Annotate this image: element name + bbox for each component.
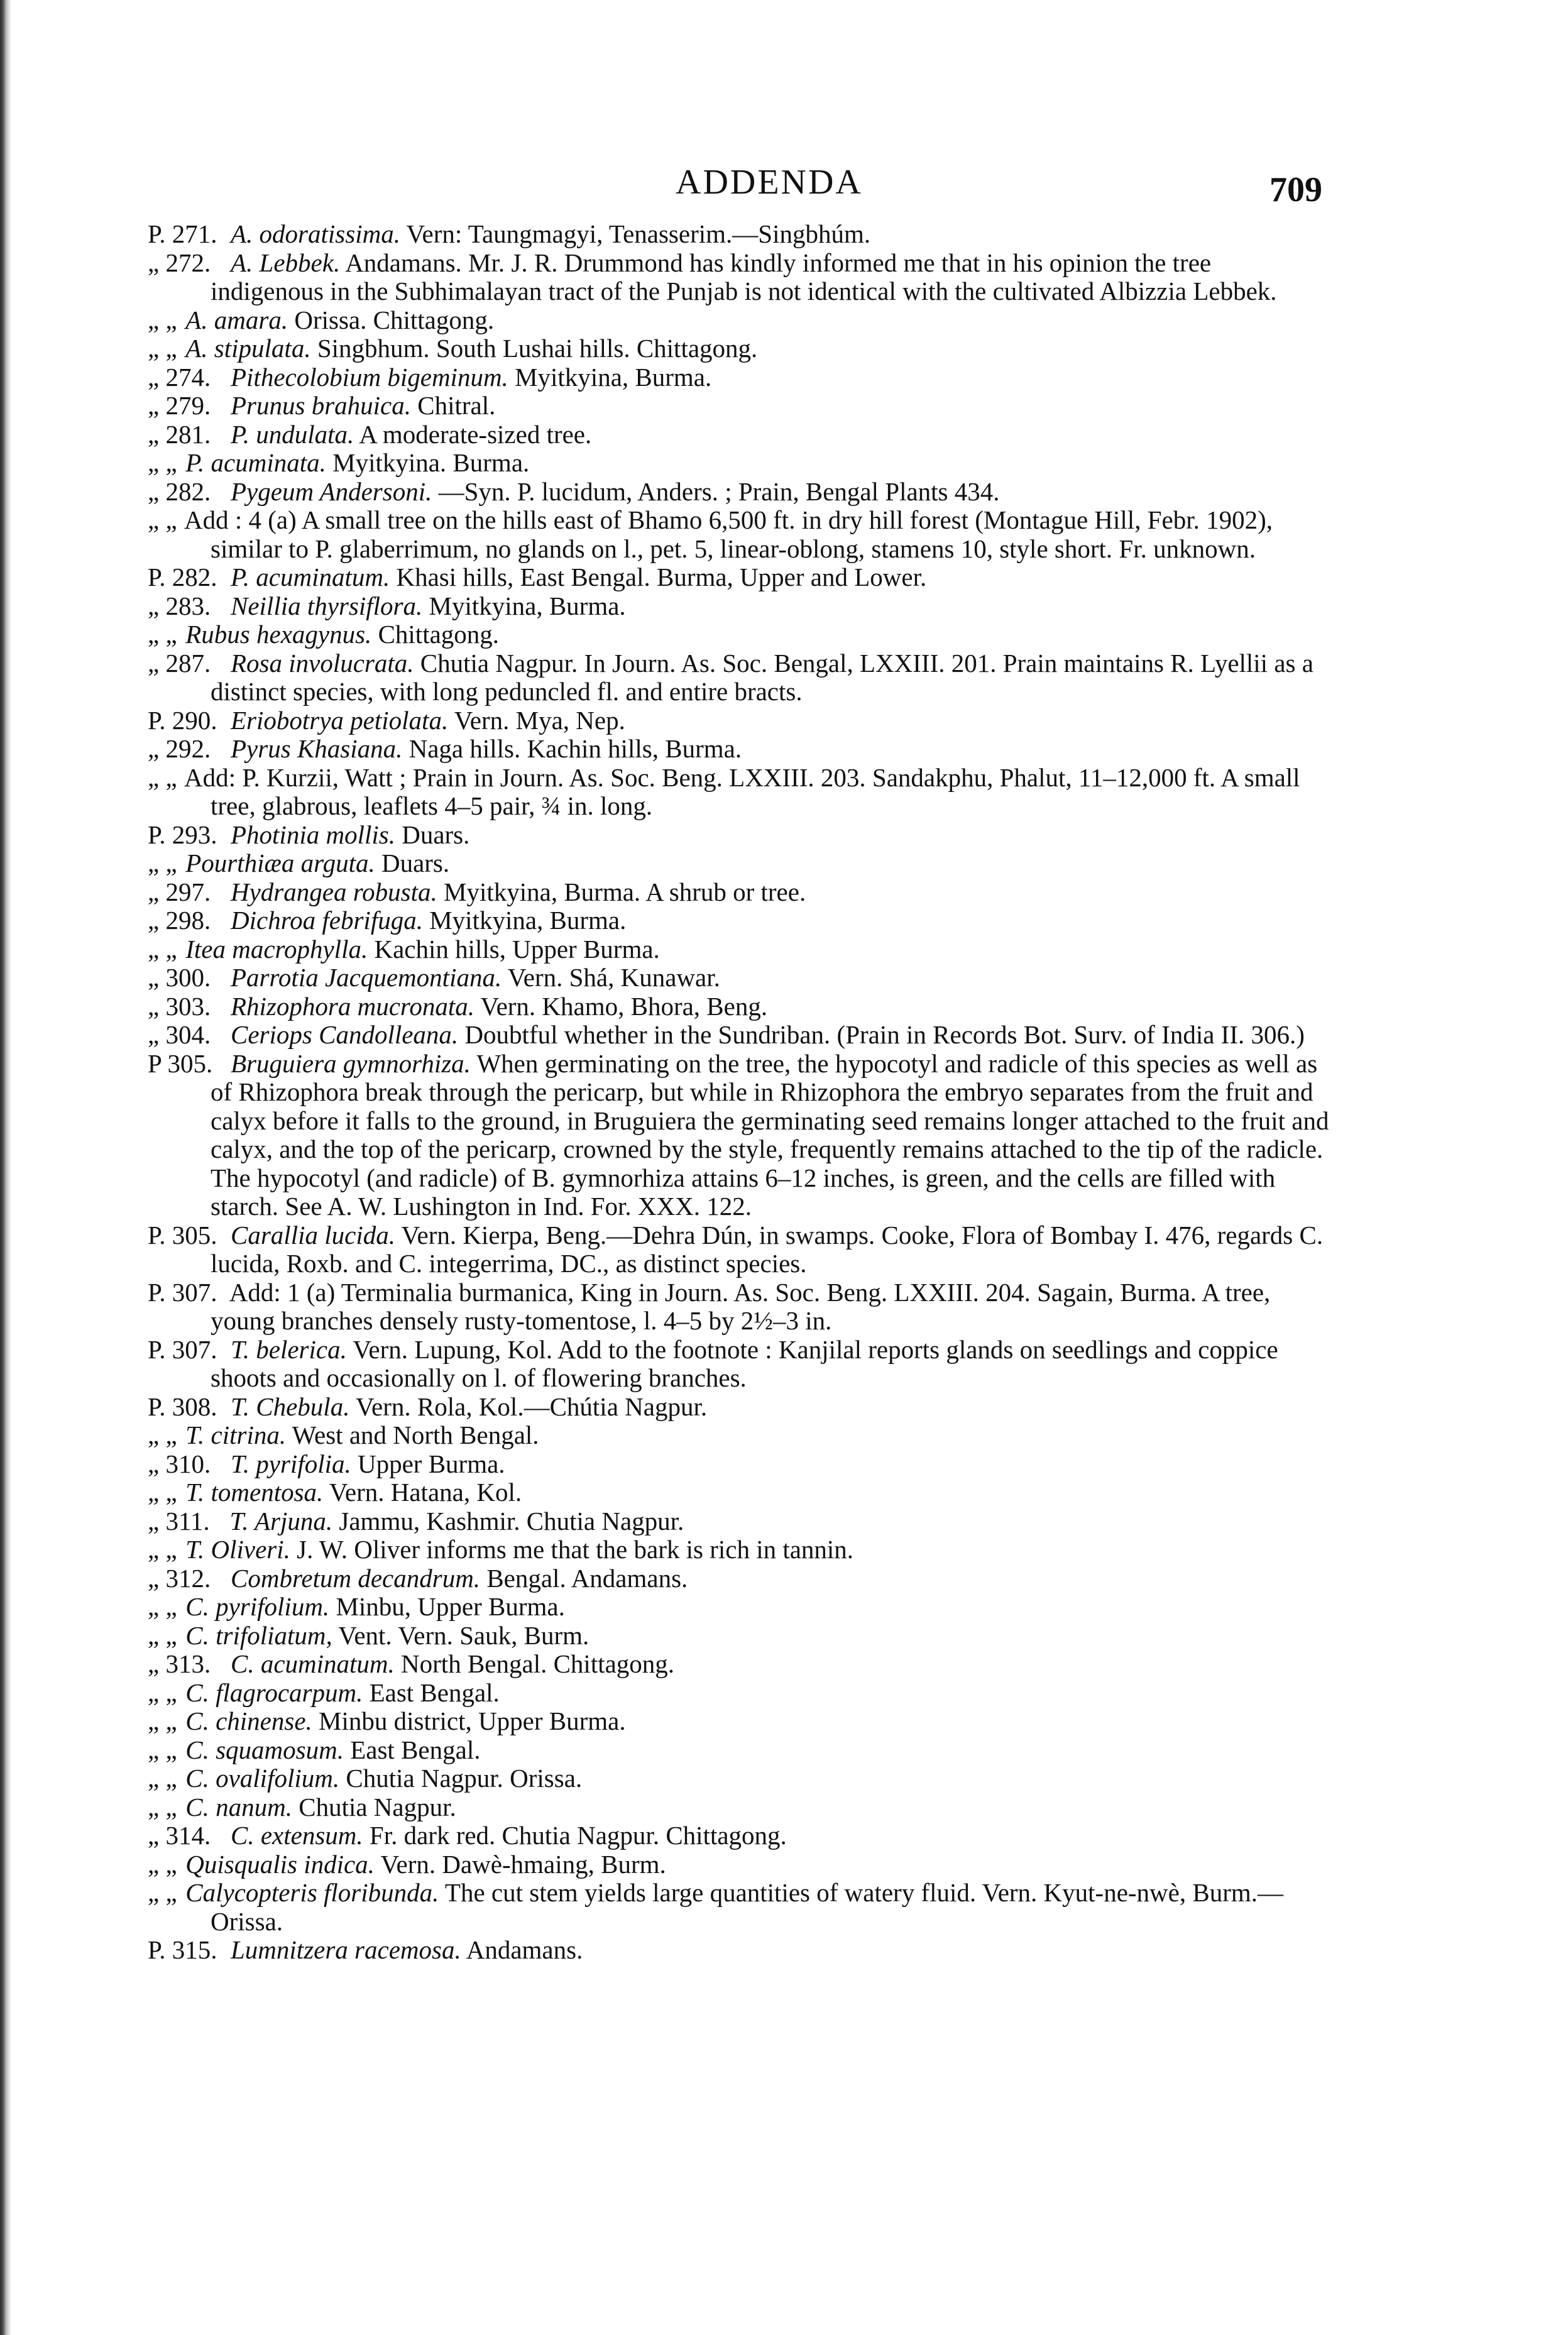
entry [148,563,1329,592]
entry-species: A. Lebbek. [231,248,341,277]
entry-species: A. stipulata. [185,334,311,363]
entry-species: Ceriops Candolleana. [231,1020,459,1049]
entry: „ „ C. squamosum. East Bengal. [148,1735,481,1764]
entry-text: Naga hills. Kachin hills, Burma. [408,734,742,763]
entry-species: Pithecolobium bigeminum. [231,362,508,392]
entry-species: Rhizophora mucronata. [231,991,474,1021]
entry-page-ref: „ 283. [148,591,211,620]
entry-species: P. undulata. [231,419,354,449]
entry-text: Singbhum. South Lushai hills. Chittagong. [317,334,758,363]
entry-text: A moderate-sized tree. [359,419,592,449]
entry-page-ref: „ 298. [148,906,211,935]
entry-text: Vern. Rola, Kol.—Chútia Nagpur. [355,1392,708,1421]
entry-text: Add : 4 (a) A small tree on the hills east of Bhamo 6,500 ft. in dry hill forest (Montague Hill, Febr. 1902), similar to P. glaberrimum, no glands on l., pet. 5, linear-oblong, stamens 10, style short. Fr. unknown. [184,505,1273,563]
entry-text: Minbu district, Upper Burma. [319,1706,626,1735]
page-title: ADDENDA [676,163,863,202]
entry-text: Upper Burma. [357,1449,505,1478]
entry-page-ref: P. 282. [148,563,217,591]
entry-text: Vern. Kierpa, Beng.—Dehra Dún, in swamps. Cooke, Flora of Bombay I. 476, regards C. lucida, Roxb. and C. integerrima, DC., as distinct species. [211,1220,1324,1278]
entry-page-ref: „ 282. [148,476,211,506]
entry-page-ref: „ 300. [148,963,211,992]
entry [148,820,1329,850]
entry [148,419,1329,449]
entry-text: North Bengal. Chittagong. [401,1649,675,1678]
entry [148,877,1329,907]
entry-page-ref: „ 281. [148,419,211,449]
entry-page-ref: P. 307. [148,1277,217,1307]
entry-text: Jammu, Kashmir. Chutia Nagpur. [339,1506,684,1536]
entry: „ „ C. trifoliatum, Vent. Vern. Sauk, Burm. [148,1620,589,1650]
entry-text: Chutia Nagpur. In Journ. As. Soc. Bengal, LXXIII. 201. Prain maintains R. Lyellii as a distinct species, with long peduncled fl. and entire bracts. [211,648,1313,706]
entry-species: Photinia mollis. [231,820,395,849]
entry-species: Itea macrophylla. [185,934,368,964]
entry-text: Chitral. [417,391,496,420]
entry: „ „ A. stipulata. Singbhum. South Lushai hills. Chittagong. [148,334,758,363]
entry [148,1563,1329,1593]
entry-page-ref: „ 279. [148,391,211,420]
entry: „ „ A. amara. Orissa. Chittagong. [148,305,495,334]
entry-text: Myitkyina, Burma. [429,906,627,935]
entry [148,705,1329,735]
entry-species: Neillia thyrsiflora. [231,591,423,620]
entry-page-ref: P. 290. [148,705,217,735]
entry-page-ref: „ 313. [148,1649,211,1678]
entry-text: Khasi hills, East Bengal. Burma, Upper and Lower. [396,563,927,591]
entry: „ „ Add : 4 (a) A small tree on the hills east of Bhamo 6,500 ft. in dry hill forest (Montague Hill, Febr. 1902), similar to P. glaberrimum, no glands on l., pet. 5, linear-oblong, stamens 10, style short. Fr. unknown. [148,505,1273,563]
entry [148,991,1329,1021]
entry: „ „ C. pyrifolium. Minbu, Upper Burma. [148,1592,565,1621]
entry-page-ref: P. 305. [148,1220,217,1250]
entry [148,219,1329,249]
entry-species: P. acuminata. [185,448,326,477]
entry: „ „ Quisqualis indica. Vern. Dawè-hmaing, Burm. [148,1849,666,1879]
entry-species: Pourthiæa arguta. [185,849,375,877]
entry-page-ref: P. 293. [148,820,217,849]
entry: „ „ C. flagrocarpum. East Bengal. [148,1678,500,1707]
entry-text: East Bengal. [369,1678,500,1707]
entry-text: Minbu, Upper Burma. [336,1592,565,1621]
entry [148,1334,1329,1393]
entry-text: Andamans. [466,1935,583,1964]
entry-text: Fr. dark red. Chutia Nagpur. Chittagong. [369,1821,787,1850]
entry [148,906,1329,935]
entry-text: Bengal. Andamans. [486,1563,688,1593]
entry-species: P. acuminatum. [231,563,390,591]
entry-species: T. belerica. [231,1334,347,1364]
entry [148,1048,1329,1221]
entry-page-ref: P 305. [148,1048,213,1078]
entry [148,1449,1329,1479]
entry-text: Vern. Dawè-hmaing, Burm. [380,1849,666,1879]
entry [148,1392,1329,1422]
entry-species: T. tomentosa. [185,1478,324,1507]
entry [148,1277,1329,1336]
entry-species: T. Chebula. [231,1392,350,1421]
entry-text: Vern. Hatana, Kol. [329,1478,522,1507]
entry-species: Combretum decandrum. [231,1563,481,1593]
entry: „ „ C. nanum. Chutia Nagpur. [148,1792,456,1821]
entry: „ „ Pourthiæa arguta. Duars. [148,849,450,877]
entry-species: Hydrangea robusta. [231,877,437,906]
entry [148,734,1329,764]
entry-text: Duars. [402,820,470,849]
entry-species: C. pyrifolium. [185,1592,330,1621]
entry-page-ref: „ 310. [148,1449,211,1478]
entry: „ „ T. citrina. West and North Bengal. [148,1420,539,1449]
entry-text: When germinating on the tree, the hypocotyl and radicle of this species as well as of Rhizophora break through the pericarp, but while in Rhizophora the embryo separates from the fruit and calyx before it falls to the ground, in Bruguiera the germinating seed remains longer attached to the fruit and calyx, and the top of the pericarp, crowned by the style, frequently remains attached to the tip of the radicle. The hypocotyl (and radicle) of B. gymnorhiza attains 6–12 inches, is green, and the cells are filled with starch. See A. W. Lushington in Ind. For. XXX. 122. [211,1048,1329,1221]
entry-species: Parrotia Jacquemontiana. [231,963,502,992]
entry-species: A. amara. [185,305,288,334]
entry-species: Rosa involucrata. [231,648,414,678]
entry-text: Add: 1 (a) Terminalia burmanica, King in Journ. As. Soc. Beng. LXXIII. 204. Sagain, Burma. A tree, young branches densely rusty-tomentose, l. 4–5 by 2½–3 in. [211,1277,1271,1335]
entry-text: Vern. Lupung, Kol. Add to the footnote : Kanjilal reports glands on seedlings and coppice shoots and occasionally on l. of flowering branches. [211,1334,1278,1392]
entry-text: The cut stem yields large quantities of watery fluid. Vern. Kyut-ne-nwè, Burm.—Orissa. [211,1878,1284,1936]
entry-page-ref: „ 297. [148,877,211,906]
entry-page-ref: P. 307. [148,1334,217,1364]
entry: „ „ Itea macrophylla. Kachin hills, Upper Burma. [148,934,660,964]
entry-species: Prunus brahuica. [231,391,411,420]
entry-species: T. citrina. [185,1420,287,1449]
entry-text: Chutia Nagpur. Orissa. [346,1764,583,1793]
entry [148,248,1329,306]
entry-species: C. ovalifolium. [185,1764,340,1793]
entry-text: Add: P. Kurzii, Watt ; Prain in Journ. As. Soc. Beng. LXXIII. 203. Sandakphu, Phalut, 11–12,000 ft. A small tree, glabrous, leaflets 4–5 pair, ¾ in. long. [184,762,1300,820]
entry [148,1821,1329,1850]
entry-species: Pygeum Andersoni. [231,476,432,506]
entry [148,1935,1329,1965]
entry: „ „ P. acuminata. Myitkyina. Burma. [148,448,530,477]
entry-page-ref: „ 292. [148,734,211,763]
entry-species: A. odoratissima. [231,219,400,248]
entry-page-ref: „ 287. [148,648,211,678]
entry-species: C. acuminatum. [231,1649,395,1678]
entry-page-ref: „ 312. [148,1563,211,1593]
entry [148,362,1329,392]
entry-text: Doubtful whether in the Sundriban. (Prain in Records Bot. Surv. of India II. 306.) [464,1020,1305,1049]
entry: „ „ Rubus hexagynus. Chittagong. [148,620,500,649]
entry-text: —Syn. P. lucidum, Anders. ; Prain, Bengal Plants 434. [438,476,1000,506]
entry-species: C. extensum. [231,1821,363,1850]
entry-species: Lumnitzera racemosa. [231,1935,461,1964]
entry-species: Dichroa febrifuga. [231,906,423,935]
entry-page-ref: „ 272. [148,248,211,277]
entry: „ „ Add: P. Kurzii, Watt ; Prain in Journ. As. Soc. Beng. LXXIII. 203. Sandakphu, Phalut, 11–12,000 ft. A small tree, glabrous, leaflets 4–5 pair, ¾ in. long. [148,762,1300,820]
entry: „ „ C. ovalifolium. Chutia Nagpur. Orissa. [148,1764,583,1793]
entry: „ „ T. tomentosa. Vern. Hatana, Kol. [148,1478,522,1507]
entry-text: Myitkyina, Burma. [429,591,626,620]
entry [148,1220,1329,1278]
entry-text: Vern. Shá, Kunawar. [507,963,720,992]
entry [148,476,1329,507]
entry-text: Vern. Mya, Nep. [454,705,625,735]
entry-page-ref: P. 315. [148,1935,217,1964]
entry-text: Vent. Vern. Sauk, Burm. [338,1620,589,1650]
entry [148,1649,1329,1679]
entry-page-ref: „ 303. [148,991,211,1021]
entry: „ „ C. chinense. Minbu district, Upper Burma. [148,1706,626,1735]
entry: „ „ T. Oliveri. J. W. Oliver informs me that the bark is rich in tannin. [148,1535,854,1564]
entry-page-ref: P. 271. [148,219,217,248]
entry-species: T. pyrifolia. [231,1449,351,1478]
entry-species: C. nanum. [185,1792,292,1821]
entry-page-ref: „ 274. [148,362,211,392]
entry-text: Andamans. Mr. J. R. Drummond has kindly informed me that in his opinion the tree indigenous in the Subhimalayan tract of the Punjab is not identical with the cultivated Albizzia Lebbek. [211,248,1277,305]
entry-page-ref: „ 304. [148,1020,211,1049]
page-number: 709 [1269,170,1322,209]
entry-text: Chutia Nagpur. [299,1792,456,1821]
entry [148,391,1329,420]
entry-page-ref: „ 311. [148,1506,210,1536]
entry-text: J. W. Oliver informs me that the bark is rich in tannin. [297,1535,854,1564]
entry-text: Myitkyina, Burma. A shrub or tree. [444,877,806,906]
entry-species: T. Oliveri. [185,1535,290,1564]
entry-species: Calycopteris floribunda. [185,1878,439,1907]
entry-species: Quisqualis indica. [185,1849,375,1879]
entry-species: C. squamosum. [185,1735,344,1764]
entry [148,591,1329,621]
entry-text: Duars. [381,849,450,877]
entry-species: Carallia lucida. [231,1220,395,1250]
entry-page-ref: P. 308. [148,1392,217,1421]
entry-species: Pyrus Khasiana. [231,734,403,763]
entry-text: Kachin hills, Upper Burma. [374,934,660,964]
page-binding-edge [0,0,11,2335]
addenda-entries [148,219,1329,1965]
entry-text: Vern: Taungmagyi, Tenasserim.—Singbhúm. [406,219,871,248]
entry: „ „ Calycopteris floribunda. The cut stem yields large quantities of watery fluid. Vern. Kyut-ne-nwè, Burm.—Orissa. [148,1878,1284,1936]
entry-species: Rubus hexagynus. [185,620,372,649]
entry-page-ref: „ 314. [148,1821,211,1850]
entry-text: Vern. Khamo, Bhora, Beng. [480,991,768,1021]
entry [148,963,1329,992]
entry-text: Chittagong. [378,620,500,649]
entry [148,1506,1329,1536]
entry-text: Orissa. Chittagong. [294,305,495,334]
entry-species: Bruguiera gymnorhiza. [231,1048,471,1078]
entry-text: Myitkyina, Burma. [515,362,712,392]
entry-species: C. flagrocarpum. [185,1678,363,1707]
entry [148,648,1329,706]
entry-species: C. trifoliatum, [185,1620,332,1650]
entry-text: Myitkyina. Burma. [332,448,530,477]
entry-species: Eriobotrya petiolata. [231,705,449,735]
entry-species: C. chinense. [185,1706,312,1735]
entry-text: East Bengal. [350,1735,481,1764]
entry [148,1020,1329,1050]
entry-text: West and North Bengal. [292,1420,539,1449]
entry-species: T. Arjuna. [229,1506,333,1536]
